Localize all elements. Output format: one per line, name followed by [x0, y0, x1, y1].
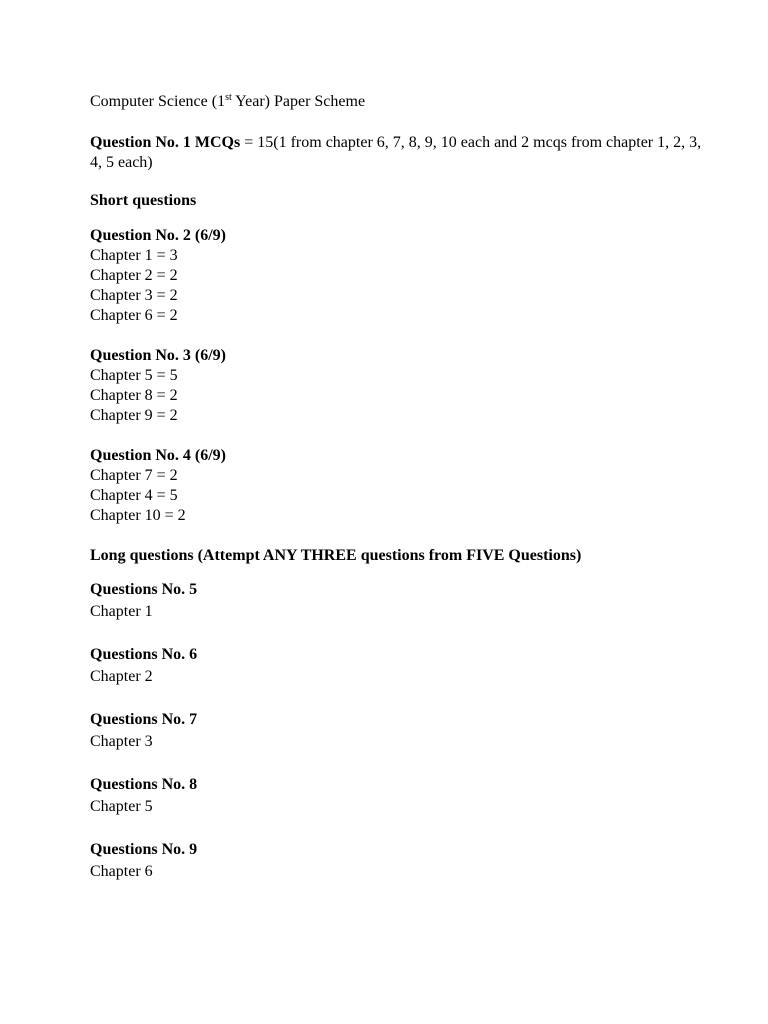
long-question-heading: Questions No. 8	[90, 776, 198, 793]
mcq-paragraph	[90, 133, 710, 173]
long-question-block	[90, 645, 710, 688]
chapter-line: Chapter 10 = 2	[90, 507, 186, 524]
long-question-heading: Questions No. 9	[90, 841, 198, 858]
chapter-line: Chapter 7 = 2	[90, 467, 178, 484]
chapter-line: Chapter 4 = 5	[90, 487, 178, 504]
title-prefix: Computer Science (1	[90, 93, 226, 110]
short-question-heading: Question No. 3 (6/9)	[90, 347, 226, 364]
long-question-chapter: Chapter 1	[90, 603, 153, 620]
long-question-block	[90, 580, 710, 623]
long-question-block	[90, 840, 710, 883]
long-question-heading: Questions No. 7	[90, 711, 198, 728]
chapter-line: Chapter 5 = 5	[90, 367, 178, 384]
short-questions-heading: Short questions	[90, 192, 197, 209]
title-superscript: st	[225, 92, 232, 103]
long-question-chapter: Chapter 2	[90, 668, 153, 685]
chapter-line: Chapter 8 = 2	[90, 387, 178, 404]
chapter-line: Chapter 6 = 2	[90, 307, 178, 324]
short-question-block	[90, 226, 710, 326]
mcq-label: Question No. 1 MCQs	[90, 134, 241, 151]
short-question-block	[90, 346, 710, 426]
mcq-text: = 15(1 from chapter 6, 7, 8, 9, 10 each and 2 mcqs from chapter 1, 2, 3, 4, 5 each)	[90, 134, 702, 171]
document-title	[90, 92, 710, 112]
long-question-block	[90, 775, 710, 818]
document-page	[90, 92, 710, 905]
chapter-line: Chapter 3 = 2	[90, 287, 178, 304]
long-question-heading: Questions No. 6	[90, 646, 198, 663]
title-suffix: Year) Paper Scheme	[231, 93, 366, 110]
long-question-heading: Questions No. 5	[90, 581, 198, 598]
long-question-chapter: Chapter 6	[90, 863, 153, 880]
chapter-line: Chapter 2 = 2	[90, 267, 178, 284]
short-question-heading: Question No. 4 (6/9)	[90, 447, 226, 464]
long-question-block	[90, 710, 710, 753]
long-question-chapter: Chapter 5	[90, 798, 153, 815]
chapter-line: Chapter 1 = 3	[90, 247, 178, 264]
long-questions-heading: Long questions (Attempt ANY THREE questions from FIVE Questions)	[90, 547, 582, 564]
chapter-line: Chapter 9 = 2	[90, 407, 178, 424]
short-question-block	[90, 446, 710, 526]
long-question-chapter: Chapter 3	[90, 733, 153, 750]
short-question-heading: Question No. 2 (6/9)	[90, 227, 226, 244]
